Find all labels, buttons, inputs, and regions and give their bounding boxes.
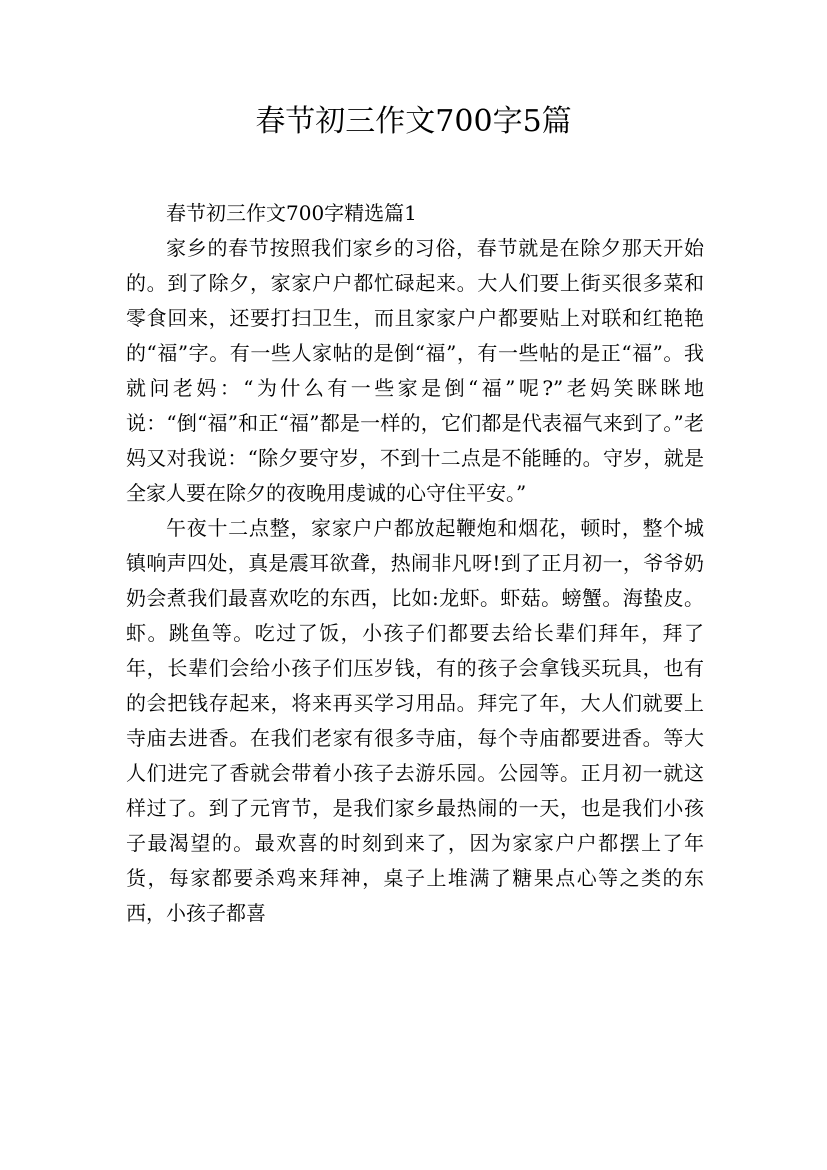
- document-body: [126, 196, 704, 931]
- document-title: 春节初三作文700字5篇: [255, 104, 572, 139]
- paragraph-1: 家乡的春节按照我们家乡的习俗，春节就是在除夕那天开始的。到了除夕，家家户户都忙碌起来。大人们要上街买很多菜和零食回来，还要打扫卫生，而且家家户户都要贴上对联和红艳艳的“福”字。有一些人家帖的是倒“福”，有一些帖的是正“福”。我就问老妈：“为什么有一些家是倒“福”呢?”老妈笑眯眯地说：“倒“福”和正“福”都是一样的，它们都是代表福气来到了。”老妈又对我说：“除夕要守岁，不到十二点是不能睡的。守岁，就是全家人要在除夕的夜晚用虔诚的心守住平安。”: [126, 236, 704, 505]
- paragraph-2: 午夜十二点整，家家户户都放起鞭炮和烟花，顿时，整个城镇响声四处，真是震耳欲聋，热闹非凡呀!到了正月初一，爷爷奶奶会煮我们最喜欢吃的东西，比如:龙虾。虾菇。螃蟹。海蛰皮。虾。跳鱼等。吃过了饭，小孩子们都要去给长辈们拜年，拜了年，长辈们会给小孩子们压岁钱，有的孩子会拿钱买玩具，也有的会把钱存起来，将来再买学习用品。拜完了年，大人们就要上寺庙去进香。在我们老家有很多寺庙，每个寺庙都要进香。等大人们进完了香就会带着小孩子去游乐园。公园等。正月初一就这样过了。到了元宵节，是我们家乡最热闹的一天，也是我们小孩子最渴望的。最欢喜的时刻到来了，因为家家户户都摆上了年货，每家都要杀鸡来拜神，桌子上堆满了糖果点心等之类的东西，小孩子都喜: [126, 516, 704, 925]
- section-heading: 春节初三作文700字精选篇1: [166, 201, 417, 225]
